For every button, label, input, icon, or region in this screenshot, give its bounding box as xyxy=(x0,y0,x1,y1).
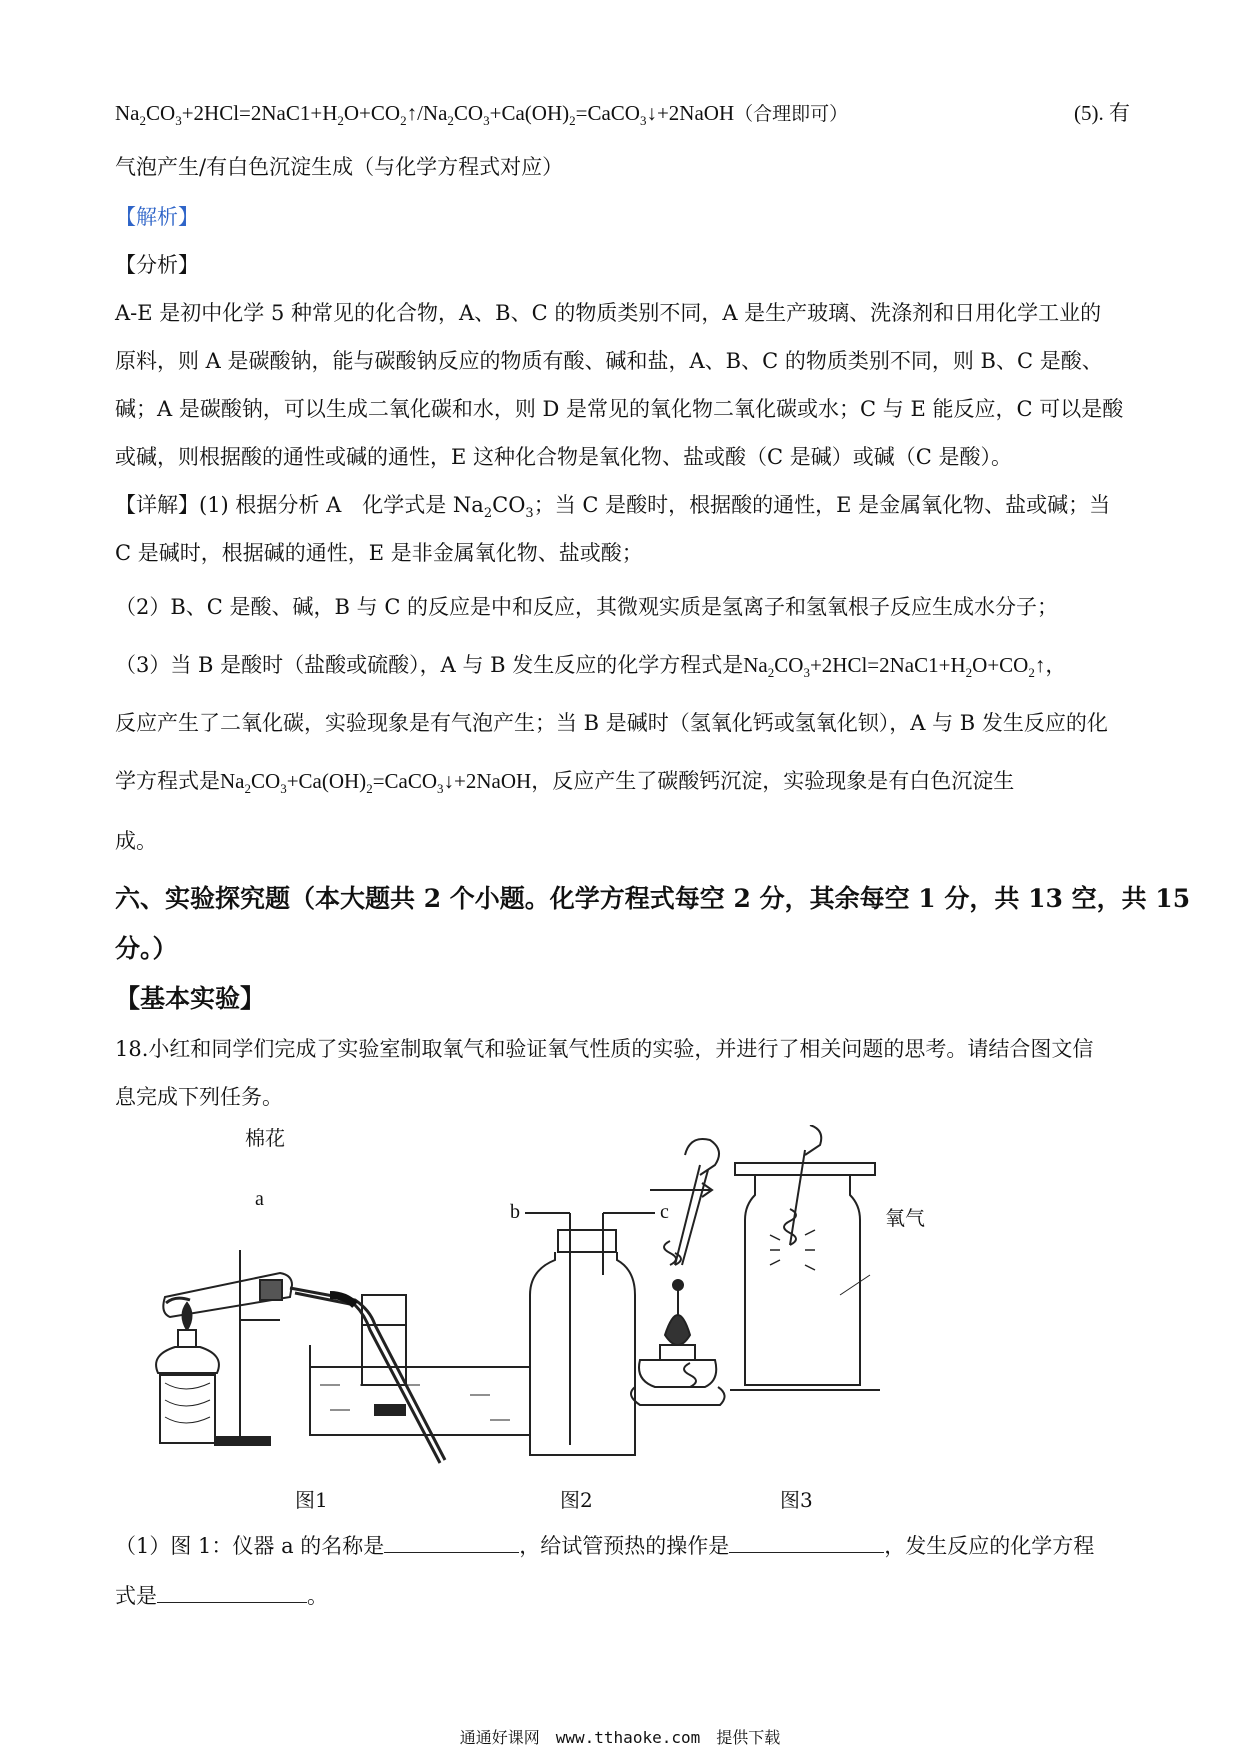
question-18-line-1: 18.小红和同学们完成了实验室制取氧气和验证氧气性质的实验，并进行了相关问题的思考。请结合图文信 xyxy=(115,1037,1094,1061)
label-fig3: 图3 xyxy=(780,1488,813,1512)
detail-line-3: （2）B、C 是酸、碱，B 与 C 的反应是中和反应，其微观实质是氢离子和氢氧根子反应生成水分子； xyxy=(115,595,1059,619)
basic-experiment-heading: 【基本实验】 xyxy=(115,984,266,1013)
label-b: b xyxy=(510,1201,520,1223)
equation-caoh2: $Na_2CO_3+Ca(OH)_2=CaCO_3↓+2NaOH$ xyxy=(220,769,532,796)
answer-blank-equation[interactable] xyxy=(157,1580,307,1603)
question-5-label: (5). 有 xyxy=(1074,101,1130,125)
question-1-line-1: （1）图 1：仪器 a 的名称是 ，给试管预热的操作是 ，发生反应的化学方程 xyxy=(115,1530,1130,1561)
detail-line-5: 反应产生了二氧化碳，实验现象是有气泡产生；当 B 是碱时（氢氧化钙或氢氧化钡），A 与 B 发生反应的化 xyxy=(115,711,1108,735)
delivery-tube xyxy=(290,1288,445,1463)
answer-equations-line xyxy=(115,98,1130,136)
detail-line-6: 学方程式是$Na_2CO_3+Ca(OH)_2=CaCO_3↓+2NaOH$，反应产生了碳酸钙沉淀，实验现象是有白色沉淀生 xyxy=(115,769,1015,796)
oxygen-jar xyxy=(730,1125,880,1390)
experiment-figure xyxy=(130,1125,1130,1515)
jiexi-heading: 【解析】 xyxy=(115,205,199,229)
equation-1: $Na_2CO_3+2HCl=2NaC1+H_2O+CO_2↑$ xyxy=(115,101,418,128)
fenxi-heading: 【分析】 xyxy=(115,253,199,277)
equation-hcl: $Na_2CO_3+2HCl=2NaC1+H_2O+CO_2↑$ xyxy=(743,653,1046,680)
label-oxygen: 氧气 xyxy=(885,1206,925,1230)
answer-blank-preheat[interactable] xyxy=(729,1530,884,1553)
transfer-arrow xyxy=(650,1183,712,1197)
gas-bottle xyxy=(525,1213,655,1455)
answer-note: （合理即可） xyxy=(734,104,849,125)
label-cotton: 棉花 xyxy=(245,1126,285,1150)
section-title-line-2: 分。） xyxy=(115,934,178,963)
analysis-line-1: A-E 是初中化学 5 种常见的化合物，A、B、C 的物质类别不同，A 是生产玻璃、洗涤剂和日用化学工业的 xyxy=(115,301,1102,325)
label-c: c xyxy=(660,1201,669,1223)
label-fig2: 图2 xyxy=(560,1488,593,1512)
equation-separator: / xyxy=(417,101,423,125)
detail-line-1: 【详解】(1) 根据分析 A 化学式是 $Na_2CO_3$；当 C 是酸时，根据酸的通性，E 是金属氧化物、盐或碱；当 xyxy=(115,493,1111,521)
question-1-line-2: 式是 。 xyxy=(115,1580,1130,1611)
page-footer: 通通好课网 www.tthaoke.com 提供下载 xyxy=(459,1728,781,1747)
label-a: a xyxy=(255,1188,264,1210)
detail-line-2: C 是碱时，根据碱的通性，E 是非金属氧化物、盐或酸； xyxy=(115,541,643,565)
alcohol-lamp-1 xyxy=(156,1303,219,1443)
analysis-line-3: 碱；A 是碳酸钠，可以生成二氧化碳和水，则 D 是常见的氧化物二氧化碳或水；C 与 E 能反应，C 可以是酸 xyxy=(115,397,1124,421)
answer-blank-instrument[interactable] xyxy=(384,1530,519,1553)
analysis-line-4: 或碱，则根据酸的通性或碱的通性，E 这种化合物是氧化物、盐或酸（C 是碱）或碱（C 是酸）。 xyxy=(115,445,1012,469)
section-title-line-1: 六、实验探究题（本大题共 2 个小题。化学方程式每空 2 分，其余每空 1 分，共 13 空，共 15 xyxy=(115,884,1191,913)
analysis-line-2: 原料，则 A 是碳酸钠，能与碳酸钠反应的物质有酸、碱和盐，A、B、C 的物质类别不同，则 B、C 是酸、 xyxy=(115,349,1103,373)
label-fig1: 图1 xyxy=(295,1488,328,1512)
question-18-line-2: 息完成下列任务。 xyxy=(115,1085,283,1109)
wire-and-lamp xyxy=(631,1139,725,1405)
detail-line-4: （3）当 B 是酸时（盐酸或硫酸），A 与 B 发生反应的化学方程式是$Na_2CO_3+2HCl=2NaC1+H_2O+CO_2↑$， xyxy=(115,653,1067,680)
equation-2: $Na_2CO_3+Ca(OH)_2=CaCO_3↓+2NaOH$ xyxy=(422,101,735,128)
detail-line-7: 成。 xyxy=(115,829,157,853)
answer-phenomenon: 气泡产生/有白色沉淀生成（与化学方程式对应） xyxy=(115,155,564,179)
